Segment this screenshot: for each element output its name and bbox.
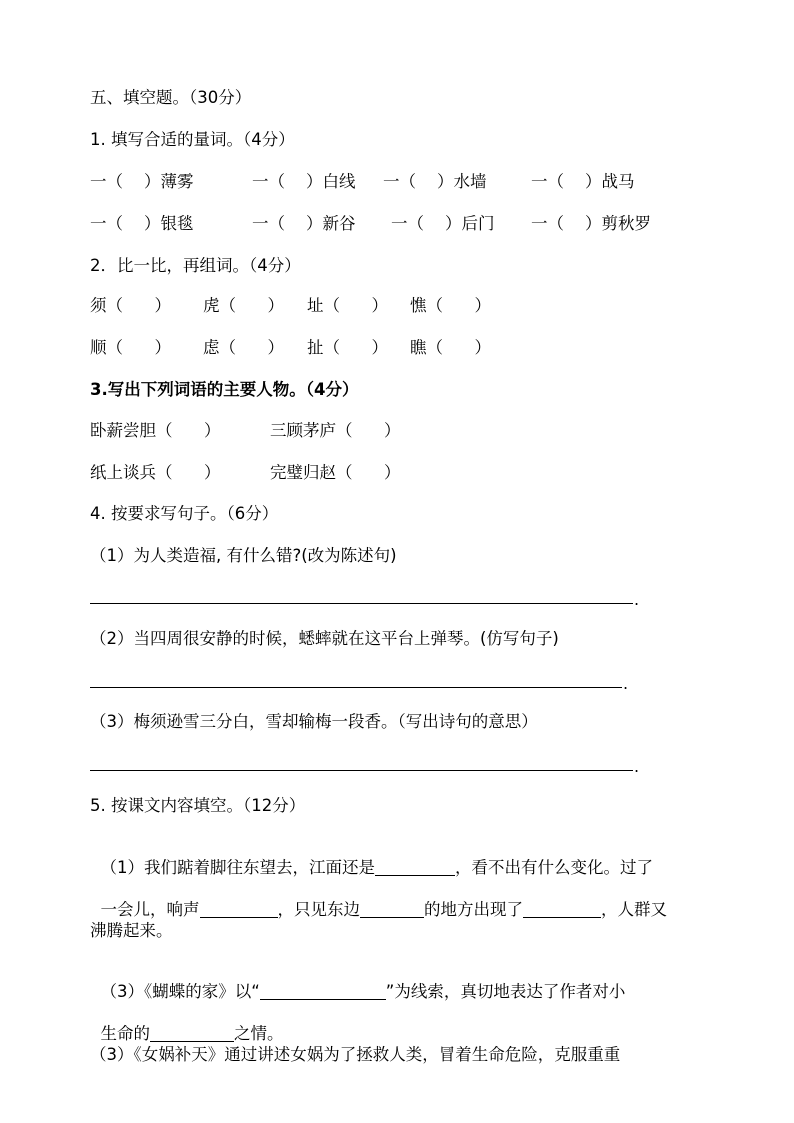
fill-blank[interactable] [360, 901, 424, 918]
question-3-title: 3.写出下列词语的主要人物。（4分） [90, 380, 359, 399]
compare-word-item: 憔（ ） [410, 296, 491, 315]
question-1-row-2 [0, 214, 794, 234]
passage-1-line-3: 沸腾起来。 [90, 921, 173, 940]
measure-word-item: 一（ ）战马 [531, 172, 635, 191]
question-4-title: 4. 按要求写句子。（6分） [90, 504, 279, 523]
compare-word-item: 虎（ ） [203, 296, 284, 315]
passage-text: 之情。 [234, 1024, 284, 1043]
passage-text: 生命的 [100, 1024, 150, 1043]
sentence-task-1: （1）为人类造福, 有什么错?(改为陈述句) [90, 546, 397, 565]
question-2-title: 2．比一比，再组词。（4分） [90, 256, 301, 275]
sentence-task-2: （2）当四周很安静的时候，蟋蟀就在这平台上弹琴。(仿写句子) [90, 629, 559, 648]
question-2-row-2 [0, 338, 794, 358]
passage-2-line-1 [90, 962, 625, 1002]
answer-line-3 [90, 770, 633, 771]
passage-1-line-2 [90, 880, 667, 920]
answer-line-3-period: . [634, 757, 640, 776]
fill-blank[interactable] [150, 1025, 234, 1042]
compare-word-item: 瞧（ ） [410, 338, 491, 357]
compare-word-item: 虑（ ） [203, 338, 284, 357]
measure-word-item: 一（ ）薄雾 [90, 172, 194, 191]
passage-3-line-1: （3）《女娲补天》通过讲述女娲为了拯救人类，冒着生命危险，克服重重 [90, 1045, 621, 1064]
question-2-row-1 [0, 296, 794, 316]
fill-blank[interactable] [260, 983, 386, 1000]
question-3-row-1 [0, 421, 794, 441]
fill-blank[interactable] [523, 901, 601, 918]
passage-1-line-1 [90, 838, 653, 878]
measure-word-item: 一（ ）白线 [252, 172, 356, 191]
measure-word-item: 一（ ）水墙 [383, 172, 487, 191]
passage-text: 一会儿，响声 [100, 900, 200, 919]
idiom-item: 卧薪尝胆（ ） [90, 421, 221, 440]
passage-2-line-2 [90, 1004, 284, 1044]
answer-line-1-period: . [634, 590, 640, 609]
fill-blank[interactable] [200, 901, 278, 918]
answer-line-2 [90, 687, 622, 688]
measure-word-item: 一（ ）后门 [391, 214, 495, 233]
compare-word-item: 址（ ） [307, 296, 388, 315]
measure-word-item: 一（ ）银毯 [90, 214, 194, 233]
section-title: 五、填空题。（30分） [90, 88, 252, 107]
measure-word-item: 一（ ）新谷 [252, 214, 356, 233]
question-1-row-1 [0, 172, 794, 192]
idiom-item: 纸上谈兵（ ） [90, 463, 221, 482]
idiom-item: 完璧归赵（ ） [270, 463, 401, 482]
passage-text: 的地方出现了 [424, 900, 523, 919]
answer-line-2-period: . [623, 674, 629, 693]
question-1-title: 1. 填写合适的量词。（4分） [90, 130, 295, 149]
passage-text: ，只见东边 [277, 900, 360, 919]
compare-word-item: 扯（ ） [307, 338, 388, 357]
question-5-title: 5. 按课文内容填空。（12分） [90, 796, 306, 815]
fill-blank[interactable] [375, 859, 455, 876]
sentence-task-3: （3）梅须逊雪三分白，雪却输梅一段香。（写出诗句的意思） [90, 712, 538, 731]
passage-text: ，人群又 [601, 900, 667, 919]
passage-text: ”为线索，真切地表达了作者对小 [385, 982, 626, 1001]
idiom-item: 三顾茅庐（ ） [270, 421, 401, 440]
answer-line-1 [90, 603, 633, 604]
passage-text: ，看不出有什么变化。过了 [455, 858, 653, 877]
compare-word-item: 顺（ ） [90, 338, 171, 357]
passage-text: （3）《蝴蝶的家》以“ [100, 982, 260, 1001]
compare-word-item: 须（ ） [90, 296, 171, 315]
passage-text: （1）我们踮着脚往东望去，江面还是 [100, 858, 375, 877]
measure-word-item: 一（ ）剪秋罗 [531, 214, 651, 233]
question-3-row-2 [0, 463, 794, 483]
